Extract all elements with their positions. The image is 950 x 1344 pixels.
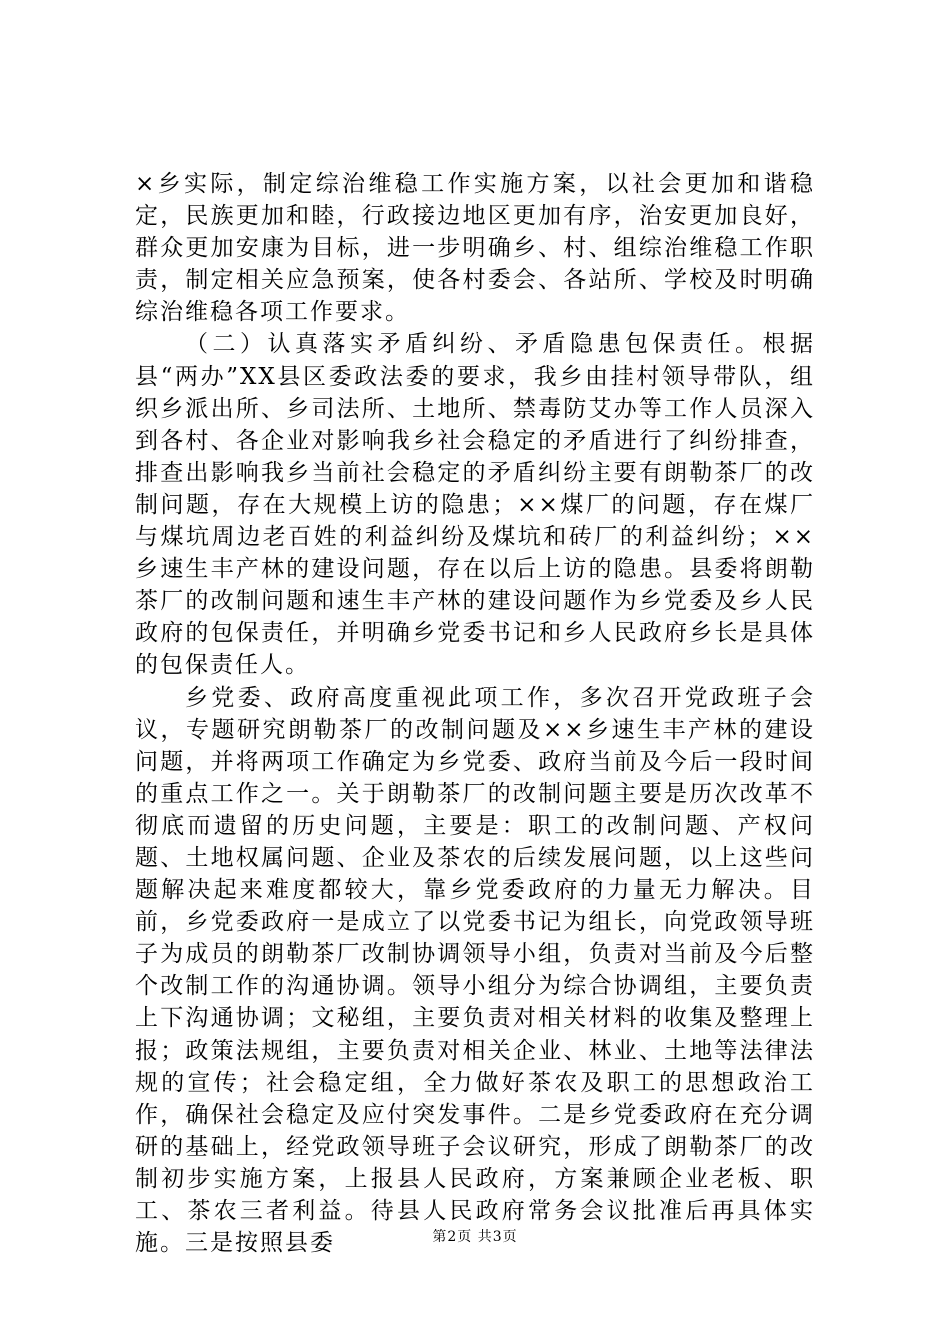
- document-body: [135, 168, 815, 1259]
- paragraph-continued: ×乡实际，制定综治维稳工作实施方案，以社会更加和谐稳定，民族更加和睦，行政接边地区更加有序，治安更加良好，群众更加安康为目标，进一步明确乡、村、组综治维稳工作职责，制定相关应急预案，使各村委会、各站所、学校及时明确综治维稳各项工作要求。: [135, 171, 815, 326]
- paragraph-section-two: （二）认真落实矛盾纠纷、矛盾隐患包保责任。根据县“两办”XX县区委政法委的要求，我乡由挂村领导带队，组织乡派出所、乡司法所、土地所、禁毒防艾办等工作人员深入到各村、各企业对影响我乡社会稳定的矛盾进行了纠纷排查，排查出影响我乡当前社会稳定的矛盾纠纷主要有朗勒茶厂的改制问题，存在大规模上访的隐患；××煤厂的问题，存在煤厂与煤坑周边老百姓的利益纠纷及煤坑和砖厂的利益纠纷；××乡速生丰产林的建设问题，存在以后上访的隐患。县委将朗勒茶厂的改制问题和速生丰产林的建设问题作为乡党委及乡人民政府的包保责任，并明确乡党委书记和乡人民政府乡长是具体的包保责任人。: [135, 331, 815, 679]
- page-number-footer: 第2页 共3页: [432, 1229, 518, 1245]
- paragraph-party-committee: 乡党委、政府高度重视此项工作，多次召开党政班子会议，专题研究朗勒茶厂的改制问题及××乡速生丰产林的建设问题，并将两项工作确定为乡党委、政府当前及今后一段时间的重点工作之一。关于朗勒茶厂的改制问题主要是历次改革不彻底而遗留的历史问题，主要是：职工的改制问题、产权问题、土地权属问题、企业及茶农的后续发展问题，以上这些问题解决起来难度都较大，靠乡党委政府的力量无力解决。目前，乡党委政府一是成立了以党委书记为组长，向党政领导班子为成员的朗勒茶厂改制协调领导小组，负责对当前及今后整个改制工作的沟通协调。领导小组分为综合协调组，主要负责上下沟通协调；文秘组，主要负责对相关材料的收集及整理上报；政策法规组，主要负责对相关企业、林业、土地等法律法规的宣传；社会稳定组，全力做好茶农及职工的思想政治工作，确保社会稳定及应付突发事件。二是乡党委政府在充分调研的基础上，经党政领导班子会议研究，形成了朗勒茶厂的改制初步实施方案，上报县人民政府，方案兼顾企业老板、职工、茶农三者利益。待县人民政府常务会议批准后再具体实施。三是按照县委: [135, 684, 815, 1257]
